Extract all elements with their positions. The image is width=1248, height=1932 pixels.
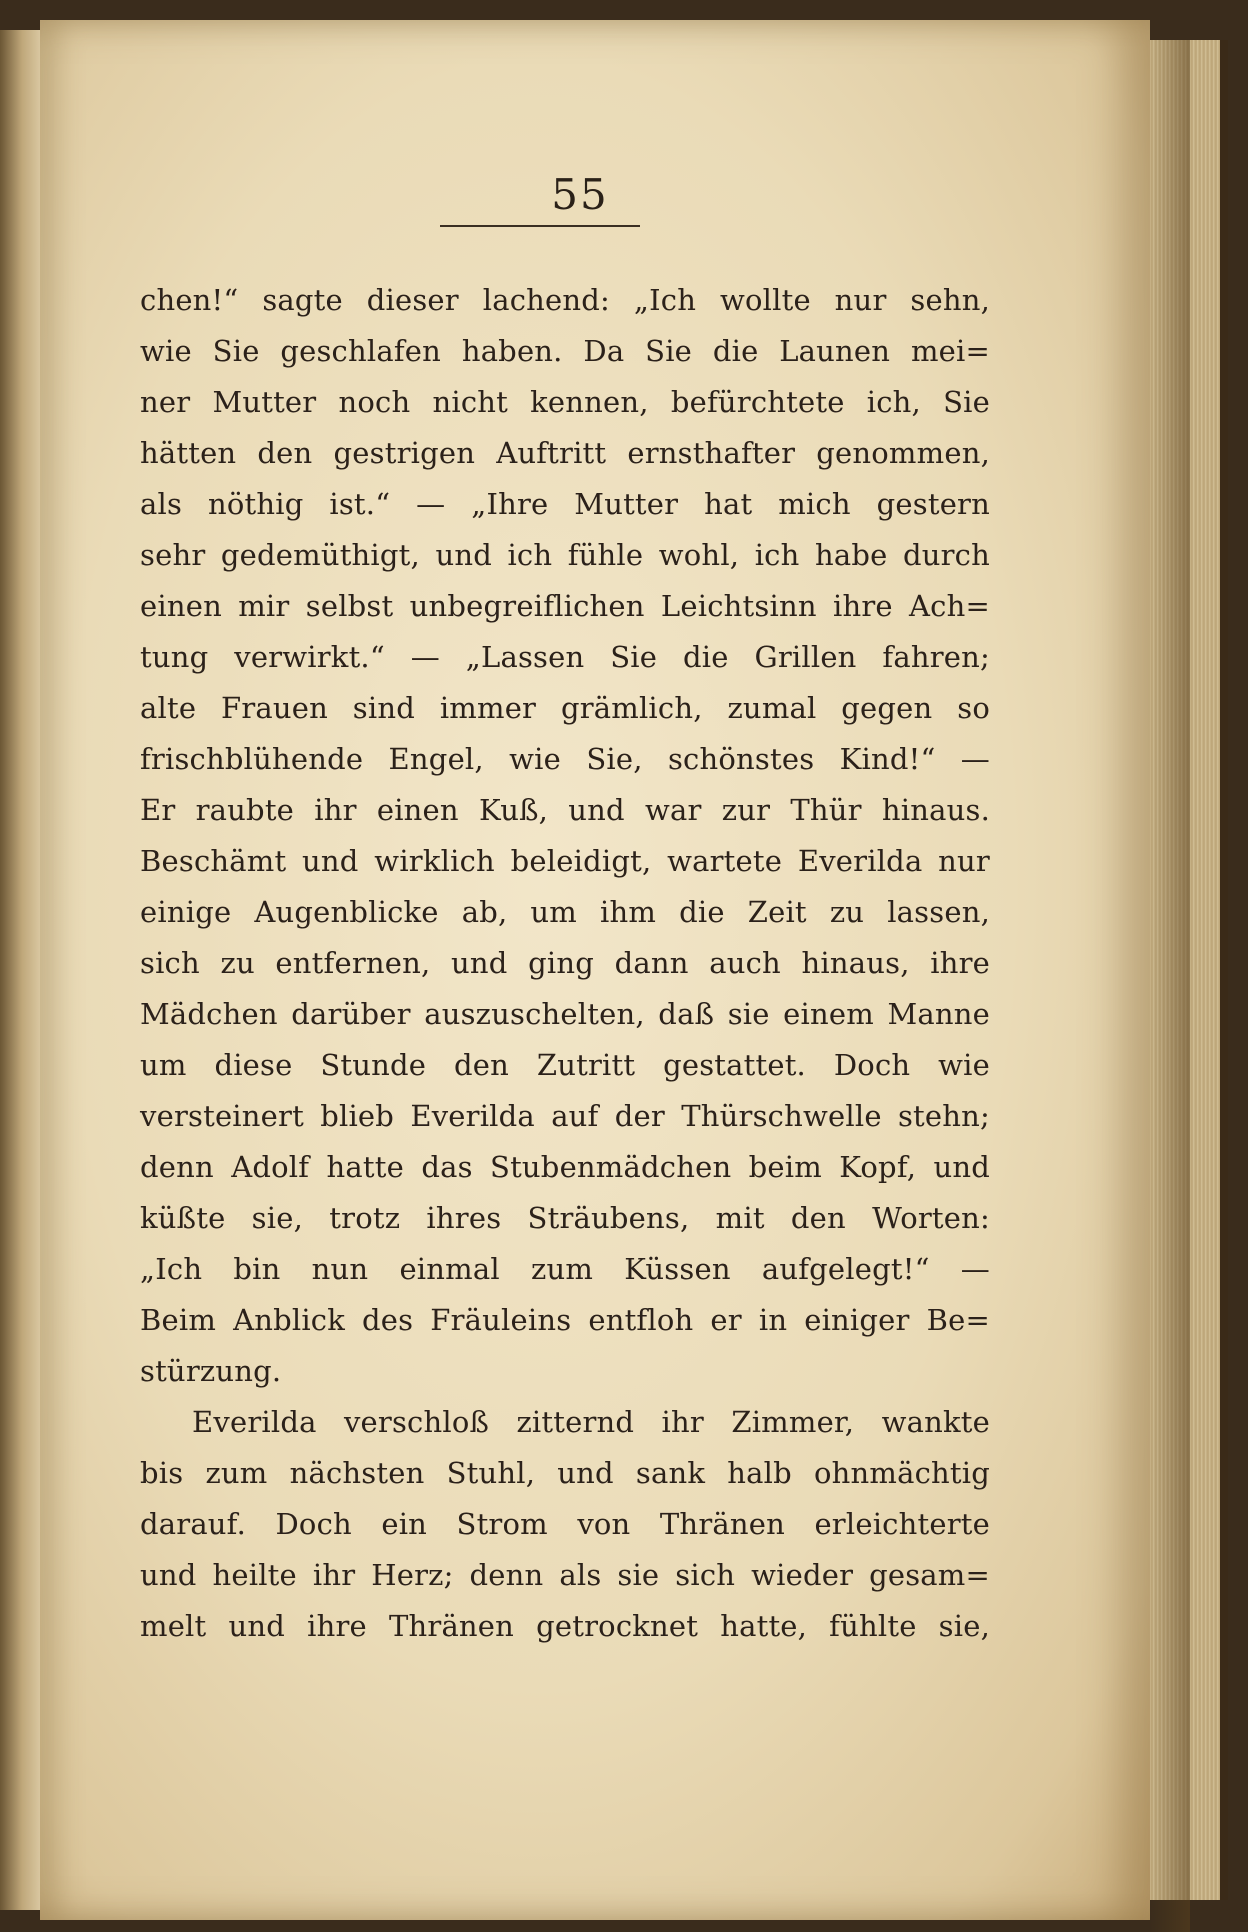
text-line: um diese Stunde den Zutritt gestattet. Doch wie (140, 1048, 990, 1082)
text-line: Er raubte ihr einen Kuß, und war zur Thür hinaus. (140, 793, 990, 827)
text-line: tung verwirkt.“ — „Lassen Sie die Grillen fahren; (140, 640, 990, 674)
text-line: Mädchen darüber auszuschelten, daß sie einem Manne (140, 997, 990, 1031)
text-line: denn Adolf hatte das Stubenmädchen beim Kopf, und (140, 1150, 990, 1184)
text-line: darauf. Doch ein Strom von Thränen erleichterte (140, 1507, 990, 1541)
text-line: und heilte ihr Herz; denn als sie sich wieder gesam= (140, 1558, 990, 1592)
body-text (140, 275, 990, 1652)
text-line: küßte sie, trotz ihres Sträubens, mit den Worten: (140, 1201, 990, 1235)
text-line: sehr gedemüthigt, und ich fühle wohl, ich habe durch (140, 538, 990, 572)
text-line: frischblühende Engel, wie Sie, schönstes Kind!“ — (140, 742, 990, 776)
text-line: wie Sie geschlafen haben. Da Sie die Launen mei= (140, 334, 990, 368)
text-line: melt und ihre Thränen getrocknet hatte, fühlte sie, (140, 1609, 990, 1643)
text-line: Beschämt und wirklich beleidigt, wartete Everilda nur (140, 844, 990, 878)
header-rule (440, 225, 640, 227)
book-page (40, 20, 1150, 1920)
text-line: bis zum nächsten Stuhl, und sank halb ohnmächtig (140, 1456, 990, 1490)
text-line: chen!“ sagte dieser lachend: „Ich wollte nur sehn, (140, 283, 990, 317)
page-shadow (1150, 40, 1190, 1932)
text-line: versteinert blieb Everilda auf der Thürschwelle stehn; (140, 1099, 990, 1133)
text-line: hätten den gestrigen Auftritt ernsthafter genommen, (140, 436, 990, 470)
text-line: einen mir selbst unbegreiflichen Leichtsinn ihre Ach= (140, 589, 990, 623)
text-line: als nöthig ist.“ — „Ihre Mutter hat mich gestern (140, 487, 990, 521)
left-page-edge (0, 30, 40, 1910)
text-line: alte Frauen sind immer grämlich, zumal gegen so (140, 691, 990, 725)
text-line: Beim Anblick des Fräuleins entfloh er in einiger Be= (140, 1303, 990, 1337)
text-line: „Ich bin nun einmal zum Küssen aufgelegt!“ — (140, 1252, 990, 1286)
text-line: ner Mutter noch nicht kennen, befürchtete ich, Sie (140, 385, 990, 419)
text-line: stürzung. (140, 1354, 282, 1388)
text-line: einige Augenblicke ab, um ihm die Zeit zu lassen, (140, 895, 990, 929)
text-line: Everilda verschloß zitternd ihr Zimmer, wankte (192, 1405, 990, 1439)
text-line: sich zu entfernen, und ging dann auch hinaus, ihre (140, 946, 990, 980)
page-number: 55 (551, 170, 609, 219)
